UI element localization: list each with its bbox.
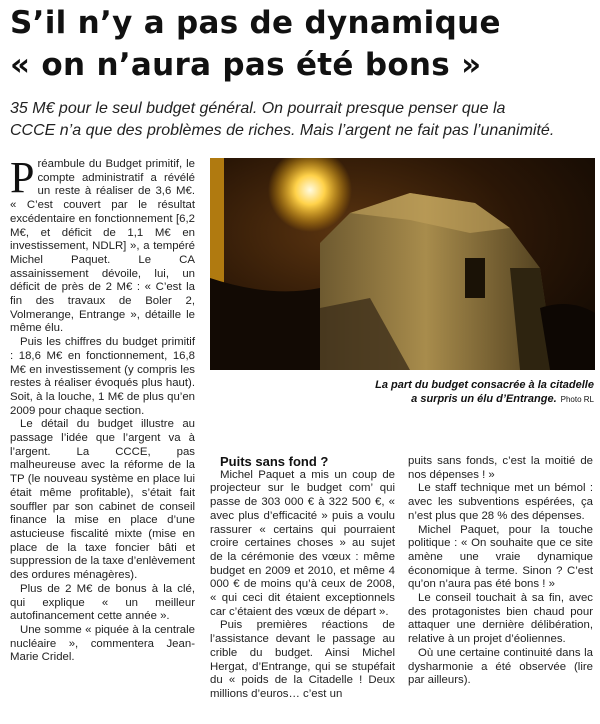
- column-2-paragraph-2: Puis premières réactions de l’assistance devant le passage au crible du budget. Ainsi Michel Hergat, d’Entrange, qui se stupéfait du « poids de la Citadelle ! Deux millions d’euros… c’est un: [210, 619, 395, 700]
- column-3-paragraph-2: Le staff technique met un bémol : avec les subventions espérées, ça n’est plus que 28 % des dépenses.: [408, 482, 593, 522]
- drop-cap: P: [10, 153, 35, 202]
- photo-credit: Photo RL: [560, 395, 594, 404]
- column-2-paragraph-1: Michel Paquet a mis un coup de projecteur sur le budget com’ qui passe de 303 000 € à 322 500 €, « avec plus d’efficacité » puis a voulu rassurer « certains qui pourraient croire certaines choses » au sujet de la cérémonie des vœux : même budget en 2009 et 2010, et même 4 000 € de moins qu’à ceux de 2008, « qui ceci dit étaient exceptionnels car c’étaient des vœux de départ ».: [210, 468, 395, 618]
- column-1: [10, 153, 195, 665]
- column-1-paragraph-1: [10, 153, 195, 336]
- column-3-paragraph-3: Michel Paquet, pour la touche politique : « On souhaite que ce site amène une vraie dynamique économique à terme. Sinon ? C’est qu’on n’aura pas été bons ! »: [408, 523, 593, 591]
- column-3: [408, 455, 593, 688]
- caption-line-2: [300, 392, 594, 407]
- column-1-paragraph-1-text: réambule du Budget primitif, le compte administratif a révélé un reste à réaliser de 3,6 M€. « C’est couvert par le résultat excédentaire en fonctionnement [6,2 M€, et déficit de 1,1 M€ en investissement, NDLR] », a tempéré Michel Paquet. Le CA assainissement dévoile, lui, un déficit de près de 2 M€ : « C’est la fin des travaux de Boler 2, Volmerange, Entrange », détaille le même élu.: [10, 158, 195, 335]
- headline-line-1: S’il n’y a pas de dynamique: [10, 5, 501, 41]
- column-1-paragraph-4: Plus de 2 M€ de bonus à la clé, qui explique « un meilleur autofinancement cette année ».: [10, 582, 195, 623]
- lead-line-2: CCCE n’a que des problèmes de riches. Mais l’argent ne fait pas l’unanimité.: [10, 122, 555, 139]
- column-1-paragraph-2: Puis les chiffres du budget primitif : 18,6 M€ en fonctionnement, 16,8 M€ en investissement (y compris les restes à réaliser évoqués plus haut). Soit, à la louche, 1 M€ de plus qu’en 2009 pour chaque section.: [10, 336, 195, 417]
- lead-line-1: 35 M€ pour le seul budget général. On pourrait presque penser que la: [10, 100, 506, 117]
- article-headline: [10, 2, 595, 86]
- article-lead: [10, 98, 595, 142]
- column-3-paragraph-1: puits sans fonds, c’est la moitié de nos dépenses ! »: [408, 455, 593, 481]
- photo-caption: [300, 378, 594, 407]
- citadel-photo: [210, 158, 595, 370]
- caption-line-1: La part du budget consacrée à la citadelle: [375, 379, 594, 391]
- section-subhead: Puits sans fond ?: [220, 454, 329, 469]
- column-3-paragraph-4: Le conseil touchait à sa fin, avec des protagonistes bien chaud pour attaquer une dernière délibération, relative à un projet d’éoliennes.: [408, 592, 593, 646]
- column-2: [210, 455, 395, 702]
- caption-line-2-text: a surpris un élu d’Entrange.: [411, 393, 557, 405]
- column-1-paragraph-5: Une somme « piquée à la centrale nucléaire », commentera Jean-Marie Cridel.: [10, 623, 195, 664]
- headline-line-2: « on n’aura pas été bons »: [10, 47, 482, 83]
- citadel-night-image: [210, 158, 595, 370]
- column-3-paragraph-5: Où une certaine continuité dans la dysharmonie a été observée (lire par ailleurs).: [408, 646, 593, 687]
- column-1-paragraph-3: Le détail du budget illustre au passage l’idée que l’argent va à l’argent. La CCCE, pas malheureuse avec la réforme de la TP (le nouveau système en place lui était même profitable), s’était fait souffler par son cabinet de conseil finance la mise en place d’une astucieuse fiscalité mixte (mise en place de la taxe foncier bâti et suppression de la taxe d’enlèvement des ordures ménagères).: [10, 418, 195, 582]
